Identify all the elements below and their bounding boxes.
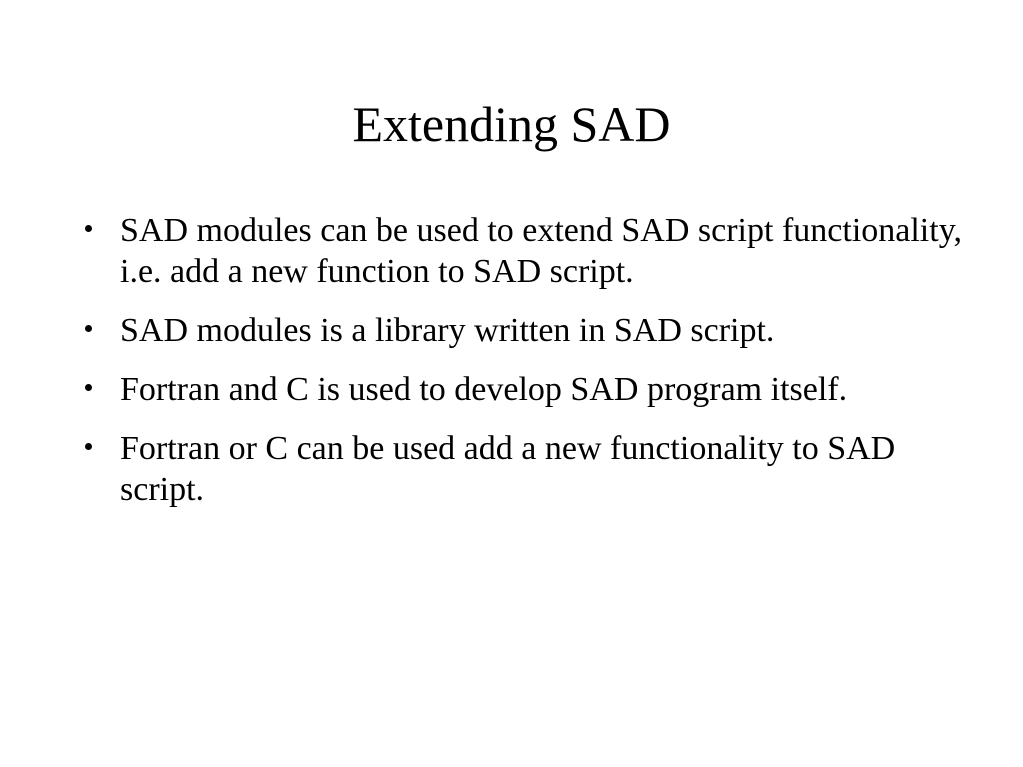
bullet-dot-icon — [85, 384, 92, 391]
bullet-list — [85, 210, 965, 528]
bullet-item — [85, 369, 965, 410]
bullet-text: Fortran and C is used to develop SAD program itself. — [120, 371, 848, 408]
bullet-dot-icon — [85, 443, 92, 450]
bullet-item — [85, 310, 965, 351]
bullet-dot-icon — [85, 325, 92, 332]
bullet-dot-icon — [85, 225, 92, 232]
bullet-item — [85, 210, 965, 292]
slide-title: Extending SAD — [352, 96, 671, 152]
bullet-item — [85, 428, 965, 510]
bullet-text: Fortran or C can be used add a new functionality to SAD script. — [120, 430, 896, 508]
bullet-text: SAD modules is a library written in SAD script. — [120, 312, 775, 349]
bullet-text: SAD modules can be used to extend SAD script functionality, i.e. add a new function to SAD script. — [120, 212, 962, 290]
